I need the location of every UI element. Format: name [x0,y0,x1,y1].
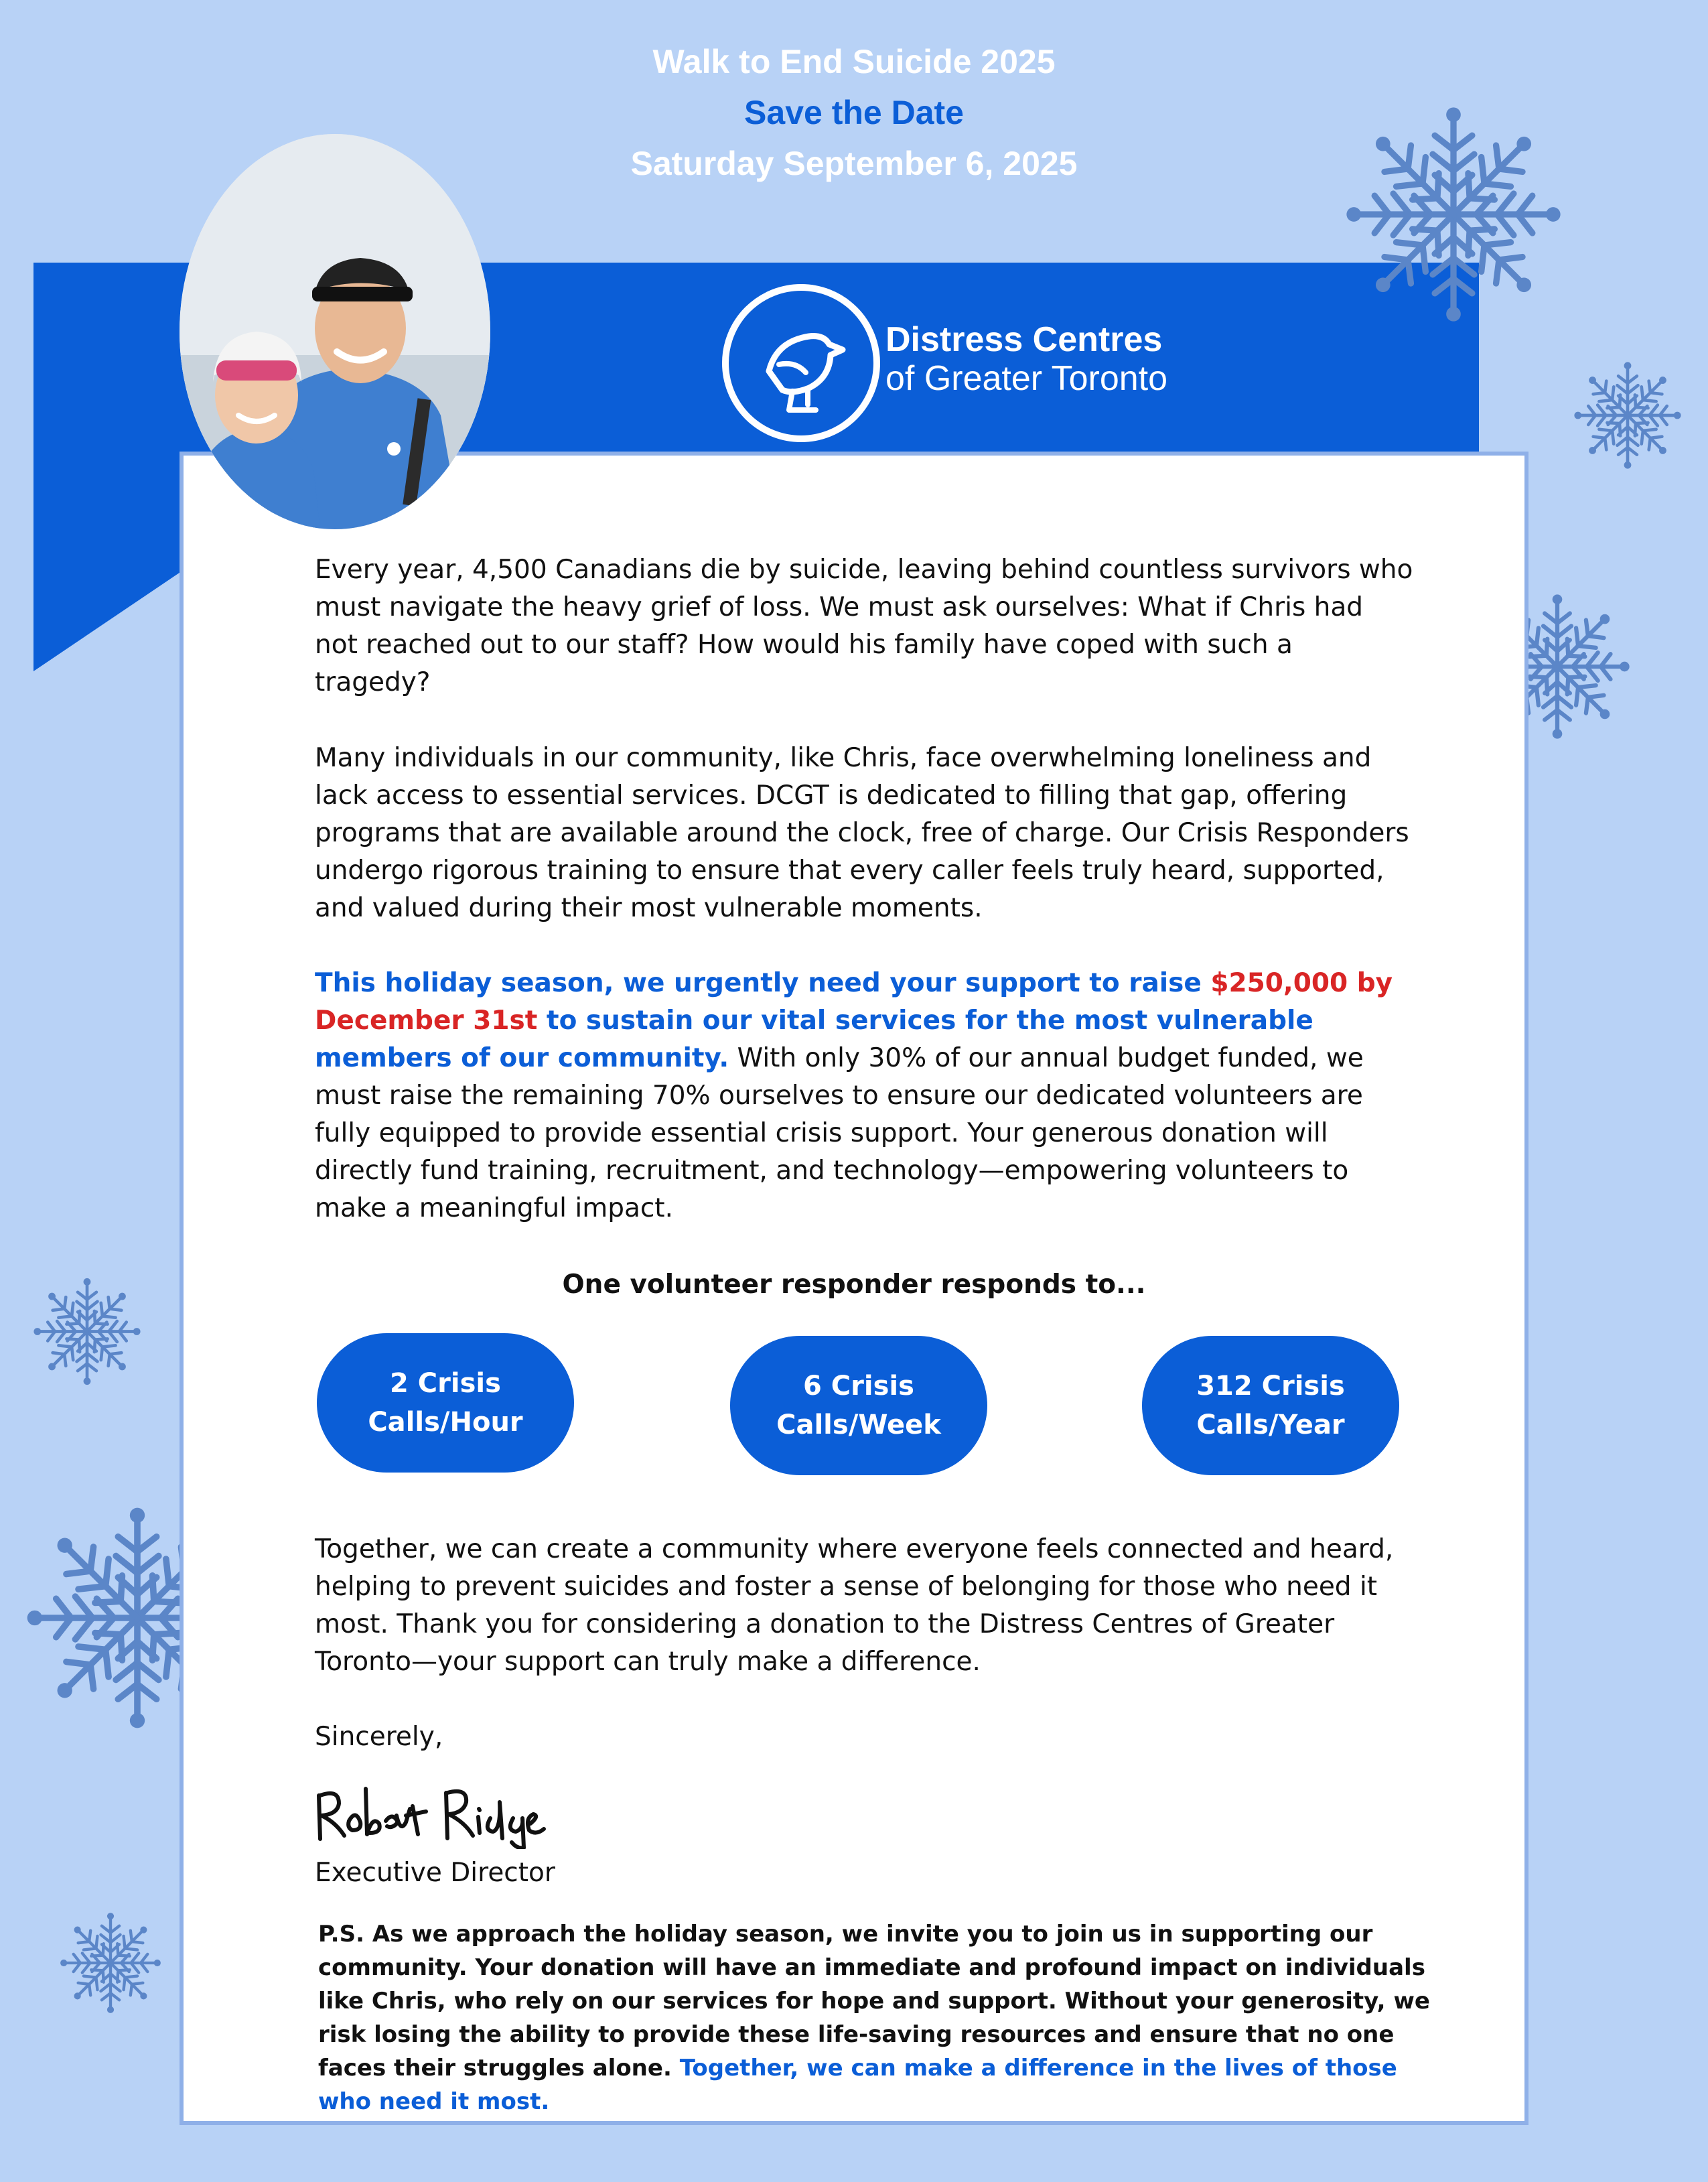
closing-sincerely: Sincerely, [315,1722,443,1752]
stat-pill-week [730,1336,987,1475]
logo-name-line2: of Greater Toronto [885,359,1168,398]
appeal-text-blue: This holiday season, we urgently need your support to raise [315,968,1211,998]
bird-logo-icon [722,284,880,442]
stat-unit: Calls/Year [1196,1410,1345,1440]
stat-unit: Calls/Hour [368,1407,523,1438]
postscript-highlight: Together, we can make a difference in the lives of those who need it most. [318,2055,1397,2115]
stat-pill-hour [317,1333,574,1473]
appeal-text-blue-2: to sustain our vital services for the most vulnerable members of our community. [315,1006,1313,1073]
event-date: Saturday September 6, 2025 [630,145,1078,182]
photo-father-and-son [180,134,490,529]
stat-value: 312 Crisis [1196,1371,1345,1402]
organization-name [885,320,1167,398]
banner-ribbon-tail [33,450,181,671]
snowflake-icon [57,1903,164,2023]
stat-pill-year [1142,1336,1399,1475]
logo-name-line1: Distress Centres [885,320,1163,359]
paragraph-4: Together, we can create a community where everyone feels connected and heard, helping to prevent suicides and foster a sense of belonging for those who need it most. Thank you for considering a donation to the Distress Centres of Greater Toronto—your support can truly make a difference. [315,1534,1394,1677]
stat-unit: Calls/Week [776,1410,941,1440]
stat-value: 2 Crisis [390,1368,501,1399]
save-the-date: Save the Date [744,94,964,131]
paragraph-3-rest: With only 30% of our annual budget funded, we must raise the remaining 70% ourselves to ensure our dedicated volunteers are fully equipped to provide essential crisis support. Your generous donation will directly fund training, recruitment, and technology—empowering volunteers to make a meaningful impact. [315,1043,1364,1223]
postscript-text: P.S. As we approach the holiday season, we invite you to join us in supporting our community. Your donation will have an immediate and profound impact on individuals like Chris, who rely on our services for hope and support. Without your generosity, we risk losing the ability to provide these life-saving resources and ensure that no one faces their struggles alone. [318,1921,1430,2082]
paragraph-2: Many individuals in our community, like Chris, face overwhelming loneliness and lack access to essential services. DCGT is dedicated to filling that gap, offering programs that are available around the clock, free of charge. Our Crisis Responders undergo rigorous training to ensure that every caller feels truly heard, supported, and valued during their most vulnerable moments. [315,743,1409,923]
signature-robert-ridge [312,1769,553,1852]
signatory-title: Executive Director [315,1858,555,1888]
event-title: Walk to End Suicide 2025 [652,43,1056,80]
postscript [318,1917,1430,2118]
stats-heading: One volunteer responder responds to... [562,1270,1146,1300]
appeal-goal-red: $250,000 by December 31st [315,968,1393,1036]
snowflake-icon [1340,87,1567,342]
paragraph-3 [315,965,1413,1227]
paragraph-1: Every year, 4,500 Canadians die by suicide, leaving behind countless survivors who must navigate the heavy grief of loss. We must ask ourselves: What if Chris had not reached out to our staff? How would his family have coped with such a tragedy? [315,555,1413,697]
stat-value: 6 Crisis [803,1371,914,1402]
snowflake-icon [1571,355,1685,476]
